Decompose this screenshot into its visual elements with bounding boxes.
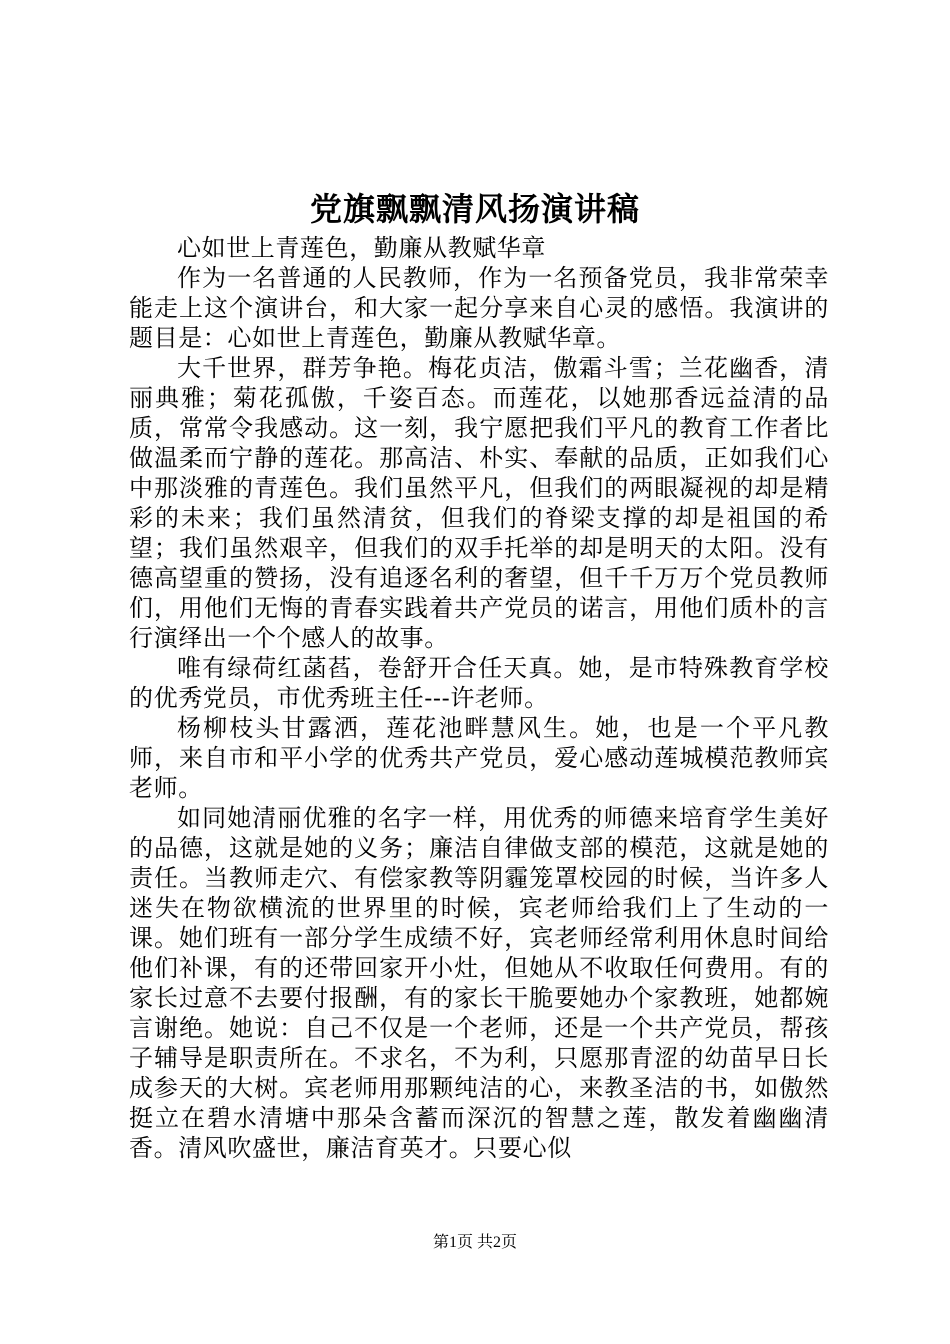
- document-body: [129, 233, 829, 1163]
- page-number-footer: 第1页 共2页: [432, 1234, 517, 1251]
- paragraph-lotus: 大千世界，群芳争艳。梅花贞洁，傲霜斗雪；兰花幽香，清丽典雅；菊花孤傲，千姿百态。而莲花，以她那香远益清的品质，常常令我感动。这一刻，我宁愿把我们平凡的教育工作者比做温柔而宁静的莲花。那高洁、朴实、奉献的品质，正如我们心中那淡雅的青莲色。我们虽然平凡，但我们的两眼凝视的却是精彩的未来；我们虽然清贫，但我们的脊梁支撑的却是祖国的希望；我们虽然艰辛，但我们的双手托举的却是明天的太阳。没有德高望重的赞扬，没有追逐名利的奢望，但千千万万个党员教师们，用他们无悔的青春实践着共产党员的诺言，用他们质朴的言行演绎出一个个感人的故事。: [129, 354, 829, 652]
- paragraph-teacher-bin: 杨柳枝头甘露洒，莲花池畔慧风生。她，也是一个平凡教师，来自市和平小学的优秀共产党员，爱心感动莲城模范教师宾老师。: [129, 714, 829, 802]
- paragraph-teacher-xu: 唯有绿荷红菡萏，卷舒开合任天真。她，是市特殊教育学校的优秀党员，市优秀班主任---许老师。: [129, 654, 829, 712]
- paragraph-intro: 作为一名普通的人民教师，作为一名预备党员，我非常荣幸能走上这个演讲台，和大家一起分享来自心灵的感悟。我演讲的题目是：心如世上青莲色，勤廉从教赋华章。: [129, 264, 829, 352]
- document-title: 党旗飘飘清风扬演讲稿: [309, 190, 640, 228]
- paragraph-subtitle: 心如世上青莲色，勤廉从教赋华章: [177, 234, 546, 262]
- paragraph-bin-story: 如同她清丽优雅的名字一样，用优秀的师德来培育学生美好的品德，这就是她的义务；廉洁自律做支部的模范，这就是她的责任。当教师走穴、有偿家教等阴霾笼罩校园的时候，当许多人迷失在物欲横流的世界里的时候，宾老师给我们上了生动的一课。她们班有一部分学生成绩不好，宾老师经常利用休息时间给他们补课，有的还带回家开小灶，但她从不收取任何费用。有的家长过意不去要付报酬，有的家长干脆要她办个家教班，她都婉言谢绝。她说：自己不仅是一个老师，还是一个共产党员，帮孩子辅导是职责所在。不求名，不为利，只愿那青涩的幼苗早日长成参天的大树。宾老师用那颗纯洁的心，来教圣洁的书，如傲然挺立在碧水清塘中那朵含蓄而深沉的智慧之莲，散发着幽幽清香。清风吹盛世，廉洁育英才。只要心似: [129, 804, 829, 1162]
